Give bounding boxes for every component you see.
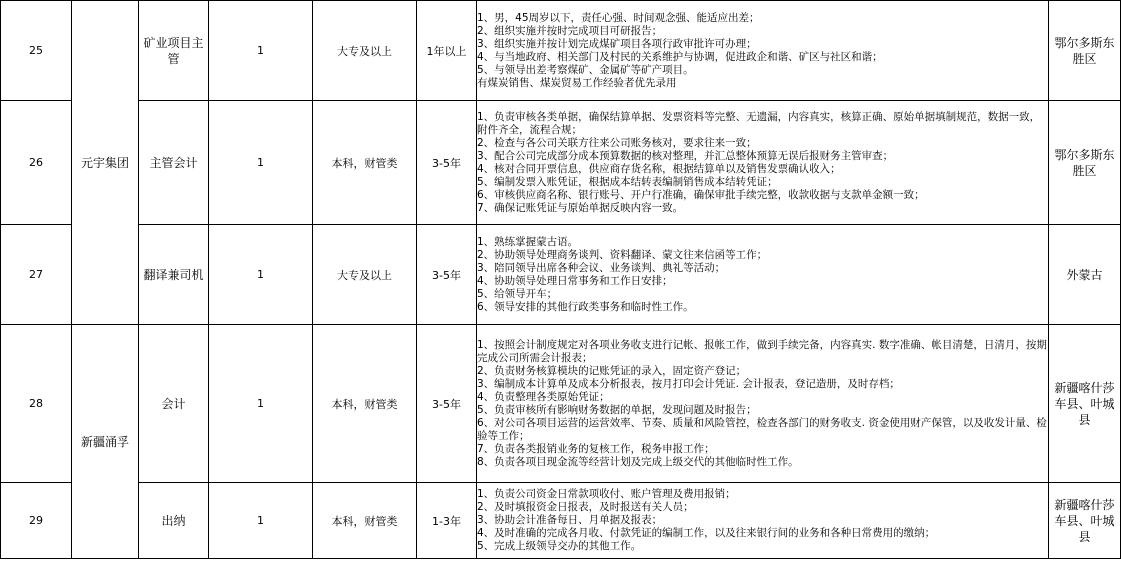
requirement-line: 2、负责财务核算模块的记账凭证的录入，固定资产登记； xyxy=(477,364,747,377)
requirement-line: 3、配合公司完成部分成本预算数据的核对整理，并汇总整体预算无误后报财务主管审查； xyxy=(477,149,894,162)
requirement-line: 5、负责审核所有影响财务数据的单据，发现问题及时报告； xyxy=(477,403,757,416)
requirement-line: 6、对公司各项目运营的运营效率、节奏、质量和风险管控，检查各部门的财务收支. 资金使用财产保管，以及收发计量、检验等工作； xyxy=(477,416,1047,442)
headcount: 1 xyxy=(209,225,313,325)
job-requirements xyxy=(477,1,1049,101)
requirement-line: 8、负责各项目现金流等经营计划及完成上级交代的其他临时性工作。 xyxy=(477,455,799,468)
position-name: 会计 xyxy=(139,325,209,483)
requirement-line: 1、负责审核各类单据，确保结算单据、发票资料等完整、无遗漏，内容真实，核算正确、原始单据填制规范，数据一致，附件齐全，流程合规； xyxy=(477,110,1041,136)
work-location: 外蒙古 xyxy=(1049,225,1121,325)
requirement-line: 5、编制发票入账凭证，根据成本结转表编制销售成本结转凭证； xyxy=(477,175,778,188)
requirement-line: 4、协助领导处理日常事务和工作日安排； xyxy=(477,274,673,287)
company-name: 元宇集团 xyxy=(72,1,139,325)
experience-requirement: 3-5年 xyxy=(417,225,477,325)
experience-requirement: 3-5年 xyxy=(417,325,477,483)
table-row xyxy=(1,101,1121,225)
education-requirement: 大专及以上 xyxy=(313,225,417,325)
row-number: 28 xyxy=(1,325,72,483)
row-number: 25 xyxy=(1,1,72,101)
requirement-line: 3、编制成本计算单及成本分析报表，按月打印会计凭证. 会计报表，登记造册，及时存档； xyxy=(477,377,900,390)
requirement-line: 5、与领导出差考察煤矿、金属矿等矿产项目。 xyxy=(477,63,694,76)
table-row xyxy=(1,483,1121,559)
requirement-line: 有煤炭销售、煤炭贸易工作经验者优先录用 xyxy=(477,76,677,89)
company-name: 新疆涌孚 xyxy=(72,325,139,559)
row-number: 29 xyxy=(1,483,72,559)
row-number: 27 xyxy=(1,225,72,325)
work-location: 鄂尔多斯东胜区 xyxy=(1049,101,1121,225)
requirement-line: 6、领导安排的其他行政类事务和临时性工作。 xyxy=(477,300,694,313)
position-name: 主管会计 xyxy=(139,101,209,225)
requirement-line: 5、完成上级领导交办的其他工作。 xyxy=(477,540,642,552)
job-requirements xyxy=(477,483,1049,559)
table-row xyxy=(1,1,1121,101)
position-name: 出纳 xyxy=(139,483,209,559)
work-location: 新疆喀什莎车县、叶城县 xyxy=(1049,325,1121,483)
requirement-line: 1、按照会计制度规定对各项业务收支进行记帐、报帐工作，做到手续完备，内容真实. 数字准确、帐目清楚，日清月，按期完成公司所需会计报表； xyxy=(477,338,1047,364)
requirement-line: 2、组织实施并按时完成项目可研报告； xyxy=(477,24,663,37)
requirement-line: 6、审核供应商名称、银行账号、开户行准确，确保审批手续完整，收款收据与支款单金额一致； xyxy=(477,188,925,201)
requirement-line: 1、男，45周岁以下，责任心强、时间观念强、能适应出差； xyxy=(477,11,760,24)
job-requirements xyxy=(477,325,1049,483)
headcount: 1 xyxy=(209,483,313,559)
headcount: 1 xyxy=(209,1,313,101)
position-name: 翻译兼司机 xyxy=(139,225,209,325)
requirement-line: 2、及时填报资金日报表，及时报送有关人员； xyxy=(477,501,694,513)
job-requirements xyxy=(477,225,1049,325)
job-requirements xyxy=(477,101,1049,225)
work-location: 鄂尔多斯东胜区 xyxy=(1049,1,1121,101)
education-requirement: 本科，财管类 xyxy=(313,325,417,483)
requirement-line: 1、负责公司资金日常款项收付、账户管理及费用报销； xyxy=(477,488,736,500)
requirement-line: 4、核对合同开票信息，供应商存货名称，根据结算单以及销售发票确认收入； xyxy=(477,162,841,175)
requirement-line: 5、给领导开车； xyxy=(477,287,558,300)
education-requirement: 本科，财管类 xyxy=(313,483,417,559)
experience-requirement: 3-5年 xyxy=(417,101,477,225)
requirement-line: 3、协助会计准备每日、月单据及报表； xyxy=(477,514,663,526)
requirement-line: 4、与当地政府、相关部门及村民的关系维护与协调，促进政企和谐、矿区与社区和谐； xyxy=(477,50,883,63)
experience-requirement: 1-3年 xyxy=(417,483,477,559)
education-requirement: 本科，财管类 xyxy=(313,101,417,225)
headcount: 1 xyxy=(209,101,313,225)
headcount: 1 xyxy=(209,325,313,483)
requirement-line: 2、检查与各公司关联方往来公司账务核对，要求往来一致； xyxy=(477,136,757,149)
requirement-line: 3、陪同领导出席各种会议、业务谈判、典礼等活动； xyxy=(477,261,726,274)
row-number: 26 xyxy=(1,101,72,225)
requirement-line: 7、负责各类报销业务的复核工作，税务申报工作； xyxy=(477,442,715,455)
experience-requirement: 1年以上 xyxy=(417,1,477,101)
table-row xyxy=(1,225,1121,325)
work-location: 新疆喀什莎车县、叶城县 xyxy=(1049,483,1121,559)
requirement-line: 3、组织实施并按计划完成煤矿项目各项行政审批许可办理； xyxy=(477,37,757,50)
position-name: 矿业项目主管 xyxy=(139,1,209,101)
education-requirement: 大专及以上 xyxy=(313,1,417,101)
requirement-line: 2、协助领导处理商务谈判、资料翻译、蒙文往来信函等工作； xyxy=(477,248,768,261)
requirement-line: 4、及时准确的完成各月收、付款凭证的编制工作，以及往来银行间的业务和各种日常费用的缴纳； xyxy=(477,527,936,539)
table-row xyxy=(1,325,1121,483)
requirement-line: 1、熟练掌握蒙古语。 xyxy=(477,235,579,248)
requirement-line: 7、确保记账凭证与原始单据反映内容一致。 xyxy=(477,201,684,214)
requirement-line: 4、负责整理各类原始凭证； xyxy=(477,390,610,403)
